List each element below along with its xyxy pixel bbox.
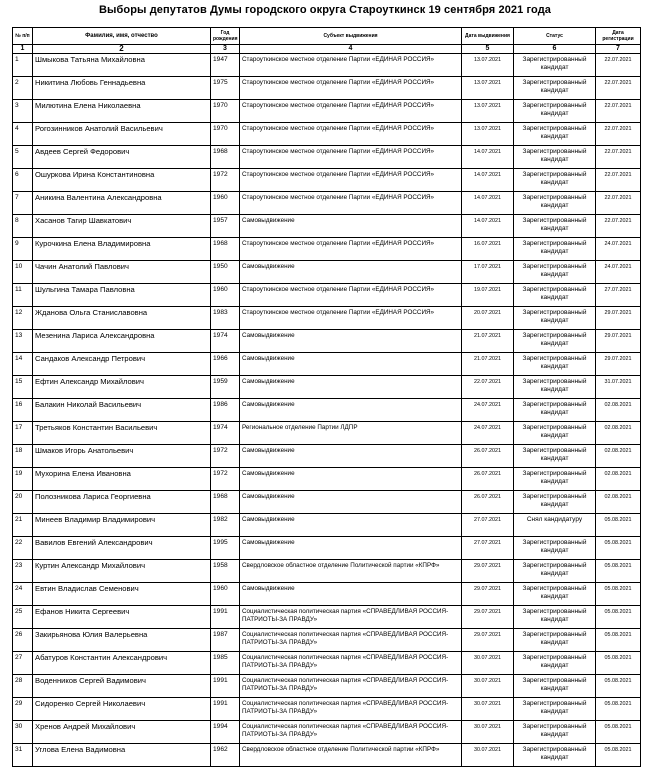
- registration-date: 22.07.2021: [596, 215, 641, 238]
- candidate-name: Углова Елена Вадимовна: [33, 744, 211, 767]
- nomination-date: 26.07.2021: [462, 445, 514, 468]
- candidate-name: Хренов Андрей Михайлович: [33, 721, 211, 744]
- registration-date: 05.08.2021: [596, 606, 641, 629]
- table-row: [13, 629, 641, 652]
- row-number: 20: [13, 491, 33, 514]
- candidate-status: Зарегистрированный кандидат: [514, 721, 596, 744]
- candidate-name: Жданова Ольга Станиславовна: [33, 307, 211, 330]
- row-number: 1: [13, 54, 33, 77]
- nomination-date: 24.07.2021: [462, 422, 514, 445]
- nomination-date: 13.07.2021: [462, 123, 514, 146]
- row-number: 7: [13, 192, 33, 215]
- registration-date: 05.08.2021: [596, 583, 641, 606]
- nomination-date: 17.07.2021: [462, 261, 514, 284]
- registration-date: 02.08.2021: [596, 445, 641, 468]
- birth-year: 1959: [211, 376, 240, 399]
- candidate-status: Зарегистрированный кандидат: [514, 698, 596, 721]
- row-number: 22: [13, 537, 33, 560]
- header-date-reg: Дата регистрации: [596, 28, 641, 45]
- row-number: 30: [13, 721, 33, 744]
- candidate-name: Балакин Николай Васильевич: [33, 399, 211, 422]
- nomination-date: 14.07.2021: [462, 169, 514, 192]
- table-row: [13, 606, 641, 629]
- nomination-subject: Социалистическая политическая партия «СПРАВЕДЛИВАЯ РОССИЯ-ПАТРИОТЫ-ЗА ПРАВДУ»: [240, 652, 462, 675]
- birth-year: 1972: [211, 468, 240, 491]
- candidate-status: Зарегистрированный кандидат: [514, 537, 596, 560]
- candidate-status: Зарегистрированный кандидат: [514, 468, 596, 491]
- registration-date: 27.07.2021: [596, 284, 641, 307]
- birth-year: 1991: [211, 606, 240, 629]
- candidate-status: Зарегистрированный кандидат: [514, 744, 596, 767]
- page-title: Выборы депутатов Думы городского округа Староуткинск 19 сентября 2021 года: [98, 4, 552, 16]
- nomination-date: 13.07.2021: [462, 54, 514, 77]
- registration-date: 31.07.2021: [596, 376, 641, 399]
- table-row: [13, 77, 641, 100]
- registration-date: 02.08.2021: [596, 491, 641, 514]
- table-row: [13, 491, 641, 514]
- candidate-status: Зарегистрированный кандидат: [514, 215, 596, 238]
- birth-year: 1958: [211, 560, 240, 583]
- birth-year: 1974: [211, 330, 240, 353]
- row-number: 2: [13, 77, 33, 100]
- nomination-subject: Староуткинское местное отделение Партии «ЕДИНАЯ РОССИЯ»: [240, 100, 462, 123]
- candidate-name: Шульгина Тамара Павловна: [33, 284, 211, 307]
- row-number: 18: [13, 445, 33, 468]
- birth-year: 1986: [211, 399, 240, 422]
- nomination-date: 27.07.2021: [462, 537, 514, 560]
- birth-year: 1947: [211, 54, 240, 77]
- candidate-name: Полозникова Лариса Георгиевна: [33, 491, 211, 514]
- nomination-subject: Самовыдвижение: [240, 445, 462, 468]
- table-row: [13, 376, 641, 399]
- birth-year: 1950: [211, 261, 240, 284]
- candidate-name: Хасанов Тагир Шавкатович: [33, 215, 211, 238]
- nomination-subject: Староуткинское местное отделение Партии «ЕДИНАЯ РОССИЯ»: [240, 77, 462, 100]
- row-number: 21: [13, 514, 33, 537]
- header-year: Год рождения: [211, 28, 240, 45]
- nomination-date: 29.07.2021: [462, 629, 514, 652]
- nomination-date: 20.07.2021: [462, 307, 514, 330]
- candidate-name: Никитина Любовь Геннадьевна: [33, 77, 211, 100]
- candidate-name: Шмыкова Татьяна Михайловна: [33, 54, 211, 77]
- candidate-status: Зарегистрированный кандидат: [514, 238, 596, 261]
- header-subject: Субъект выдвижения: [240, 28, 462, 45]
- row-number: 25: [13, 606, 33, 629]
- row-number: 6: [13, 169, 33, 192]
- nomination-date: 14.07.2021: [462, 192, 514, 215]
- birth-year: 1957: [211, 215, 240, 238]
- row-number: 26: [13, 629, 33, 652]
- nomination-subject: Свердловское областное отделение Политической партии «КПРФ»: [240, 560, 462, 583]
- registration-date: 05.08.2021: [596, 537, 641, 560]
- nomination-date: 21.07.2021: [462, 330, 514, 353]
- row-number: 10: [13, 261, 33, 284]
- nomination-subject: Социалистическая политическая партия «СПРАВЕДЛИВАЯ РОССИЯ-ПАТРИОТЫ-ЗА ПРАВДУ»: [240, 675, 462, 698]
- table-row: [13, 284, 641, 307]
- candidate-name: Ефтин Александр Михайлович: [33, 376, 211, 399]
- registration-date: 22.07.2021: [596, 77, 641, 100]
- table-row: [13, 675, 641, 698]
- row-number: 28: [13, 675, 33, 698]
- candidate-name: Сидоренко Сергей Николаевич: [33, 698, 211, 721]
- candidate-name: Сандаков Александр Петрович: [33, 353, 211, 376]
- table-row: [13, 698, 641, 721]
- table-row: [13, 261, 641, 284]
- table-row: [13, 445, 641, 468]
- candidate-name: Вавилов Евгений Александрович: [33, 537, 211, 560]
- birth-year: 1974: [211, 422, 240, 445]
- nomination-subject: Самовыдвижение: [240, 399, 462, 422]
- birth-year: 1983: [211, 307, 240, 330]
- nomination-date: 14.07.2021: [462, 146, 514, 169]
- candidate-status: Зарегистрированный кандидат: [514, 284, 596, 307]
- nomination-date: 29.07.2021: [462, 560, 514, 583]
- row-number: 27: [13, 652, 33, 675]
- column-number: 7: [596, 45, 641, 54]
- table-row: [13, 560, 641, 583]
- birth-year: 1972: [211, 169, 240, 192]
- candidate-name: Минеев Владимир Владимирович: [33, 514, 211, 537]
- table-row: [13, 721, 641, 744]
- birth-year: 1991: [211, 698, 240, 721]
- candidate-name: Закирьянова Юлия Валерьевна: [33, 629, 211, 652]
- row-number: 29: [13, 698, 33, 721]
- candidate-name: Евтин Владислав Семенович: [33, 583, 211, 606]
- birth-year: 1960: [211, 583, 240, 606]
- registration-date: 05.08.2021: [596, 744, 641, 767]
- candidate-status: Зарегистрированный кандидат: [514, 307, 596, 330]
- nomination-subject: Свердловское областное отделение Политической партии «КПРФ»: [240, 744, 462, 767]
- birth-year: 1972: [211, 445, 240, 468]
- row-number: 23: [13, 560, 33, 583]
- nomination-date: 30.07.2021: [462, 744, 514, 767]
- row-number: 5: [13, 146, 33, 169]
- table-row: [13, 146, 641, 169]
- registration-date: 05.08.2021: [596, 652, 641, 675]
- candidate-name: Чачин Анатолий Павлович: [33, 261, 211, 284]
- candidate-status: Зарегистрированный кандидат: [514, 54, 596, 77]
- birth-year: 1982: [211, 514, 240, 537]
- header-name: Фамилия, имя, отчество: [33, 28, 211, 45]
- row-number: 3: [13, 100, 33, 123]
- nomination-subject: Социалистическая политическая партия «СПРАВЕДЛИВАЯ РОССИЯ-ПАТРИОТЫ-ЗА ПРАВДУ»: [240, 698, 462, 721]
- candidate-status: Зарегистрированный кандидат: [514, 146, 596, 169]
- candidate-status: Зарегистрированный кандидат: [514, 100, 596, 123]
- candidate-name: Ошуркова Ирина Константиновна: [33, 169, 211, 192]
- birth-year: 1970: [211, 123, 240, 146]
- registration-date: 22.07.2021: [596, 192, 641, 215]
- table-row: [13, 307, 641, 330]
- row-number: 8: [13, 215, 33, 238]
- row-number: 9: [13, 238, 33, 261]
- column-number: 3: [211, 45, 240, 54]
- column-number: 5: [462, 45, 514, 54]
- table-row: [13, 169, 641, 192]
- candidate-name: Милютина Елена Николаевна: [33, 100, 211, 123]
- nomination-date: 29.07.2021: [462, 583, 514, 606]
- birth-year: 1985: [211, 652, 240, 675]
- nomination-date: 22.07.2021: [462, 376, 514, 399]
- candidate-status: Зарегистрированный кандидат: [514, 330, 596, 353]
- nomination-date: 13.07.2021: [462, 100, 514, 123]
- birth-year: 1960: [211, 192, 240, 215]
- table-row: [13, 514, 641, 537]
- registration-date: 22.07.2021: [596, 123, 641, 146]
- candidate-name: Мухорина Елена Ивановна: [33, 468, 211, 491]
- nomination-subject: Самовыдвижение: [240, 583, 462, 606]
- table-row: [13, 652, 641, 675]
- row-number: 11: [13, 284, 33, 307]
- candidate-status: Зарегистрированный кандидат: [514, 445, 596, 468]
- candidate-status: Зарегистрированный кандидат: [514, 123, 596, 146]
- birth-year: 1968: [211, 238, 240, 261]
- nomination-date: 24.07.2021: [462, 399, 514, 422]
- nomination-date: 29.07.2021: [462, 606, 514, 629]
- nomination-subject: Самовыдвижение: [240, 376, 462, 399]
- birth-year: 1970: [211, 100, 240, 123]
- nomination-date: 27.07.2021: [462, 514, 514, 537]
- registration-date: 24.07.2021: [596, 261, 641, 284]
- candidate-status: Зарегистрированный кандидат: [514, 675, 596, 698]
- row-number: 13: [13, 330, 33, 353]
- registration-date: 05.08.2021: [596, 629, 641, 652]
- candidate-status: Зарегистрированный кандидат: [514, 652, 596, 675]
- nomination-subject: Староуткинское местное отделение Партии «ЕДИНАЯ РОССИЯ»: [240, 238, 462, 261]
- birth-year: 1968: [211, 146, 240, 169]
- nomination-subject: Социалистическая политическая партия «СПРАВЕДЛИВАЯ РОССИЯ-ПАТРИОТЫ-ЗА ПРАВДУ»: [240, 629, 462, 652]
- column-number: 1: [13, 45, 33, 54]
- table-row: [13, 353, 641, 376]
- candidate-status: Зарегистрированный кандидат: [514, 606, 596, 629]
- candidate-status: Зарегистрированный кандидат: [514, 169, 596, 192]
- row-number: 19: [13, 468, 33, 491]
- birth-year: 1962: [211, 744, 240, 767]
- nomination-date: 30.07.2021: [462, 652, 514, 675]
- nomination-subject: Самовыдвижение: [240, 491, 462, 514]
- candidate-name: Воденников Сергей Вадимович: [33, 675, 211, 698]
- nomination-subject: Самовыдвижение: [240, 468, 462, 491]
- candidate-status: Зарегистрированный кандидат: [514, 583, 596, 606]
- registration-date: 02.08.2021: [596, 468, 641, 491]
- nomination-subject: Региональное отделение Партии ЛДПР: [240, 422, 462, 445]
- nomination-subject: Староуткинское местное отделение Партии «ЕДИНАЯ РОССИЯ»: [240, 146, 462, 169]
- row-number: 12: [13, 307, 33, 330]
- row-number: 17: [13, 422, 33, 445]
- nomination-subject: Самовыдвижение: [240, 353, 462, 376]
- nomination-date: 16.07.2021: [462, 238, 514, 261]
- nomination-subject: Староуткинское местное отделение Партии «ЕДИНАЯ РОССИЯ»: [240, 54, 462, 77]
- candidate-status: Зарегистрированный кандидат: [514, 491, 596, 514]
- row-number: 16: [13, 399, 33, 422]
- row-number: 14: [13, 353, 33, 376]
- registration-date: 29.07.2021: [596, 330, 641, 353]
- birth-year: 1991: [211, 675, 240, 698]
- candidate-status: Зарегистрированный кандидат: [514, 77, 596, 100]
- birth-year: 1960: [211, 284, 240, 307]
- birth-year: 1968: [211, 491, 240, 514]
- nomination-date: 13.07.2021: [462, 77, 514, 100]
- candidate-status: Зарегистрированный кандидат: [514, 399, 596, 422]
- candidate-status: Зарегистрированный кандидат: [514, 353, 596, 376]
- nomination-subject: Самовыдвижение: [240, 330, 462, 353]
- birth-year: 1994: [211, 721, 240, 744]
- nomination-date: 30.07.2021: [462, 721, 514, 744]
- table-row: [13, 54, 641, 77]
- candidates-table: [12, 27, 641, 767]
- registration-date: 05.08.2021: [596, 560, 641, 583]
- nomination-date: 21.07.2021: [462, 353, 514, 376]
- candidate-status: Снял кандидатуру: [514, 514, 596, 537]
- candidate-name: Шмаков Игорь Анатольевич: [33, 445, 211, 468]
- row-number: 31: [13, 744, 33, 767]
- candidate-name: Мезенина Лариса Александровна: [33, 330, 211, 353]
- nomination-date: 30.07.2021: [462, 675, 514, 698]
- table-row: [13, 583, 641, 606]
- nomination-subject: Социалистическая политическая партия «СПРАВЕДЛИВАЯ РОССИЯ-ПАТРИОТЫ-ЗА ПРАВДУ»: [240, 721, 462, 744]
- table-row: [13, 399, 641, 422]
- nomination-subject: Староуткинское местное отделение Партии «ЕДИНАЯ РОССИЯ»: [240, 123, 462, 146]
- registration-date: 22.07.2021: [596, 169, 641, 192]
- birth-year: 1995: [211, 537, 240, 560]
- column-number: 6: [514, 45, 596, 54]
- registration-date: 05.08.2021: [596, 514, 641, 537]
- nomination-date: 30.07.2021: [462, 698, 514, 721]
- table-header-row: [13, 28, 641, 45]
- nomination-date: 14.07.2021: [462, 215, 514, 238]
- table-row: [13, 215, 641, 238]
- candidate-status: Зарегистрированный кандидат: [514, 192, 596, 215]
- header-status: Статус: [514, 28, 596, 45]
- table-row: [13, 537, 641, 560]
- table-body: [13, 54, 641, 767]
- candidate-name: Третьяков Константин Васильевич: [33, 422, 211, 445]
- registration-date: 22.07.2021: [596, 100, 641, 123]
- birth-year: 1975: [211, 77, 240, 100]
- registration-date: 05.08.2021: [596, 698, 641, 721]
- nomination-subject: Староуткинское местное отделение Партии «ЕДИНАЯ РОССИЯ»: [240, 169, 462, 192]
- candidate-status: Зарегистрированный кандидат: [514, 422, 596, 445]
- row-number: 15: [13, 376, 33, 399]
- registration-date: 29.07.2021: [596, 307, 641, 330]
- nomination-date: 19.07.2021: [462, 284, 514, 307]
- registration-date: 29.07.2021: [596, 353, 641, 376]
- row-number: 24: [13, 583, 33, 606]
- registration-date: 05.08.2021: [596, 721, 641, 744]
- nomination-subject: Самовыдвижение: [240, 215, 462, 238]
- nomination-subject: Староуткинское местное отделение Партии «ЕДИНАЯ РОССИЯ»: [240, 192, 462, 215]
- candidate-status: Зарегистрированный кандидат: [514, 560, 596, 583]
- registration-date: 22.07.2021: [596, 54, 641, 77]
- nomination-subject: Самовыдвижение: [240, 514, 462, 537]
- candidate-name: Авдеев Сергей Федорович: [33, 146, 211, 169]
- nomination-date: 26.07.2021: [462, 468, 514, 491]
- candidate-status: Зарегистрированный кандидат: [514, 376, 596, 399]
- column-number: 4: [240, 45, 462, 54]
- nomination-subject: Староуткинское местное отделение Партии «ЕДИНАЯ РОССИЯ»: [240, 284, 462, 307]
- registration-date: 22.07.2021: [596, 146, 641, 169]
- table-row: [13, 123, 641, 146]
- table-row: [13, 468, 641, 491]
- nomination-date: 26.07.2021: [462, 491, 514, 514]
- table-row: [13, 100, 641, 123]
- header-no: № п/п: [13, 28, 33, 45]
- birth-year: 1987: [211, 629, 240, 652]
- candidate-name: Абатуров Константин Александрович: [33, 652, 211, 675]
- header-date-issue: Дата выдвижения: [462, 28, 514, 45]
- nomination-subject: Социалистическая политическая партия «СПРАВЕДЛИВАЯ РОССИЯ-ПАТРИОТЫ-ЗА ПРАВДУ»: [240, 606, 462, 629]
- nomination-subject: Самовыдвижение: [240, 537, 462, 560]
- birth-year: 1966: [211, 353, 240, 376]
- table-row: [13, 330, 641, 353]
- candidate-status: Зарегистрированный кандидат: [514, 629, 596, 652]
- column-number-row: [13, 45, 641, 54]
- registration-date: 05.08.2021: [596, 675, 641, 698]
- table-row: [13, 744, 641, 767]
- candidate-name: Куртин Александр Михайлович: [33, 560, 211, 583]
- candidate-name: Рогозинников Анатолий Васильевич: [33, 123, 211, 146]
- nomination-subject: Самовыдвижение: [240, 261, 462, 284]
- nomination-subject: Староуткинское местное отделение Партии «ЕДИНАЯ РОССИЯ»: [240, 307, 462, 330]
- registration-date: 02.08.2021: [596, 399, 641, 422]
- registration-date: 24.07.2021: [596, 238, 641, 261]
- table-row: [13, 238, 641, 261]
- column-number: 2: [33, 45, 211, 54]
- candidate-name: Аникина Валентина Александровна: [33, 192, 211, 215]
- candidate-name: Курочкина Елена Владимировна: [33, 238, 211, 261]
- candidate-status: Зарегистрированный кандидат: [514, 261, 596, 284]
- registration-date: 02.08.2021: [596, 422, 641, 445]
- row-number: 4: [13, 123, 33, 146]
- table-row: [13, 422, 641, 445]
- table-row: [13, 192, 641, 215]
- candidate-name: Ефанов Никита Сергеевич: [33, 606, 211, 629]
